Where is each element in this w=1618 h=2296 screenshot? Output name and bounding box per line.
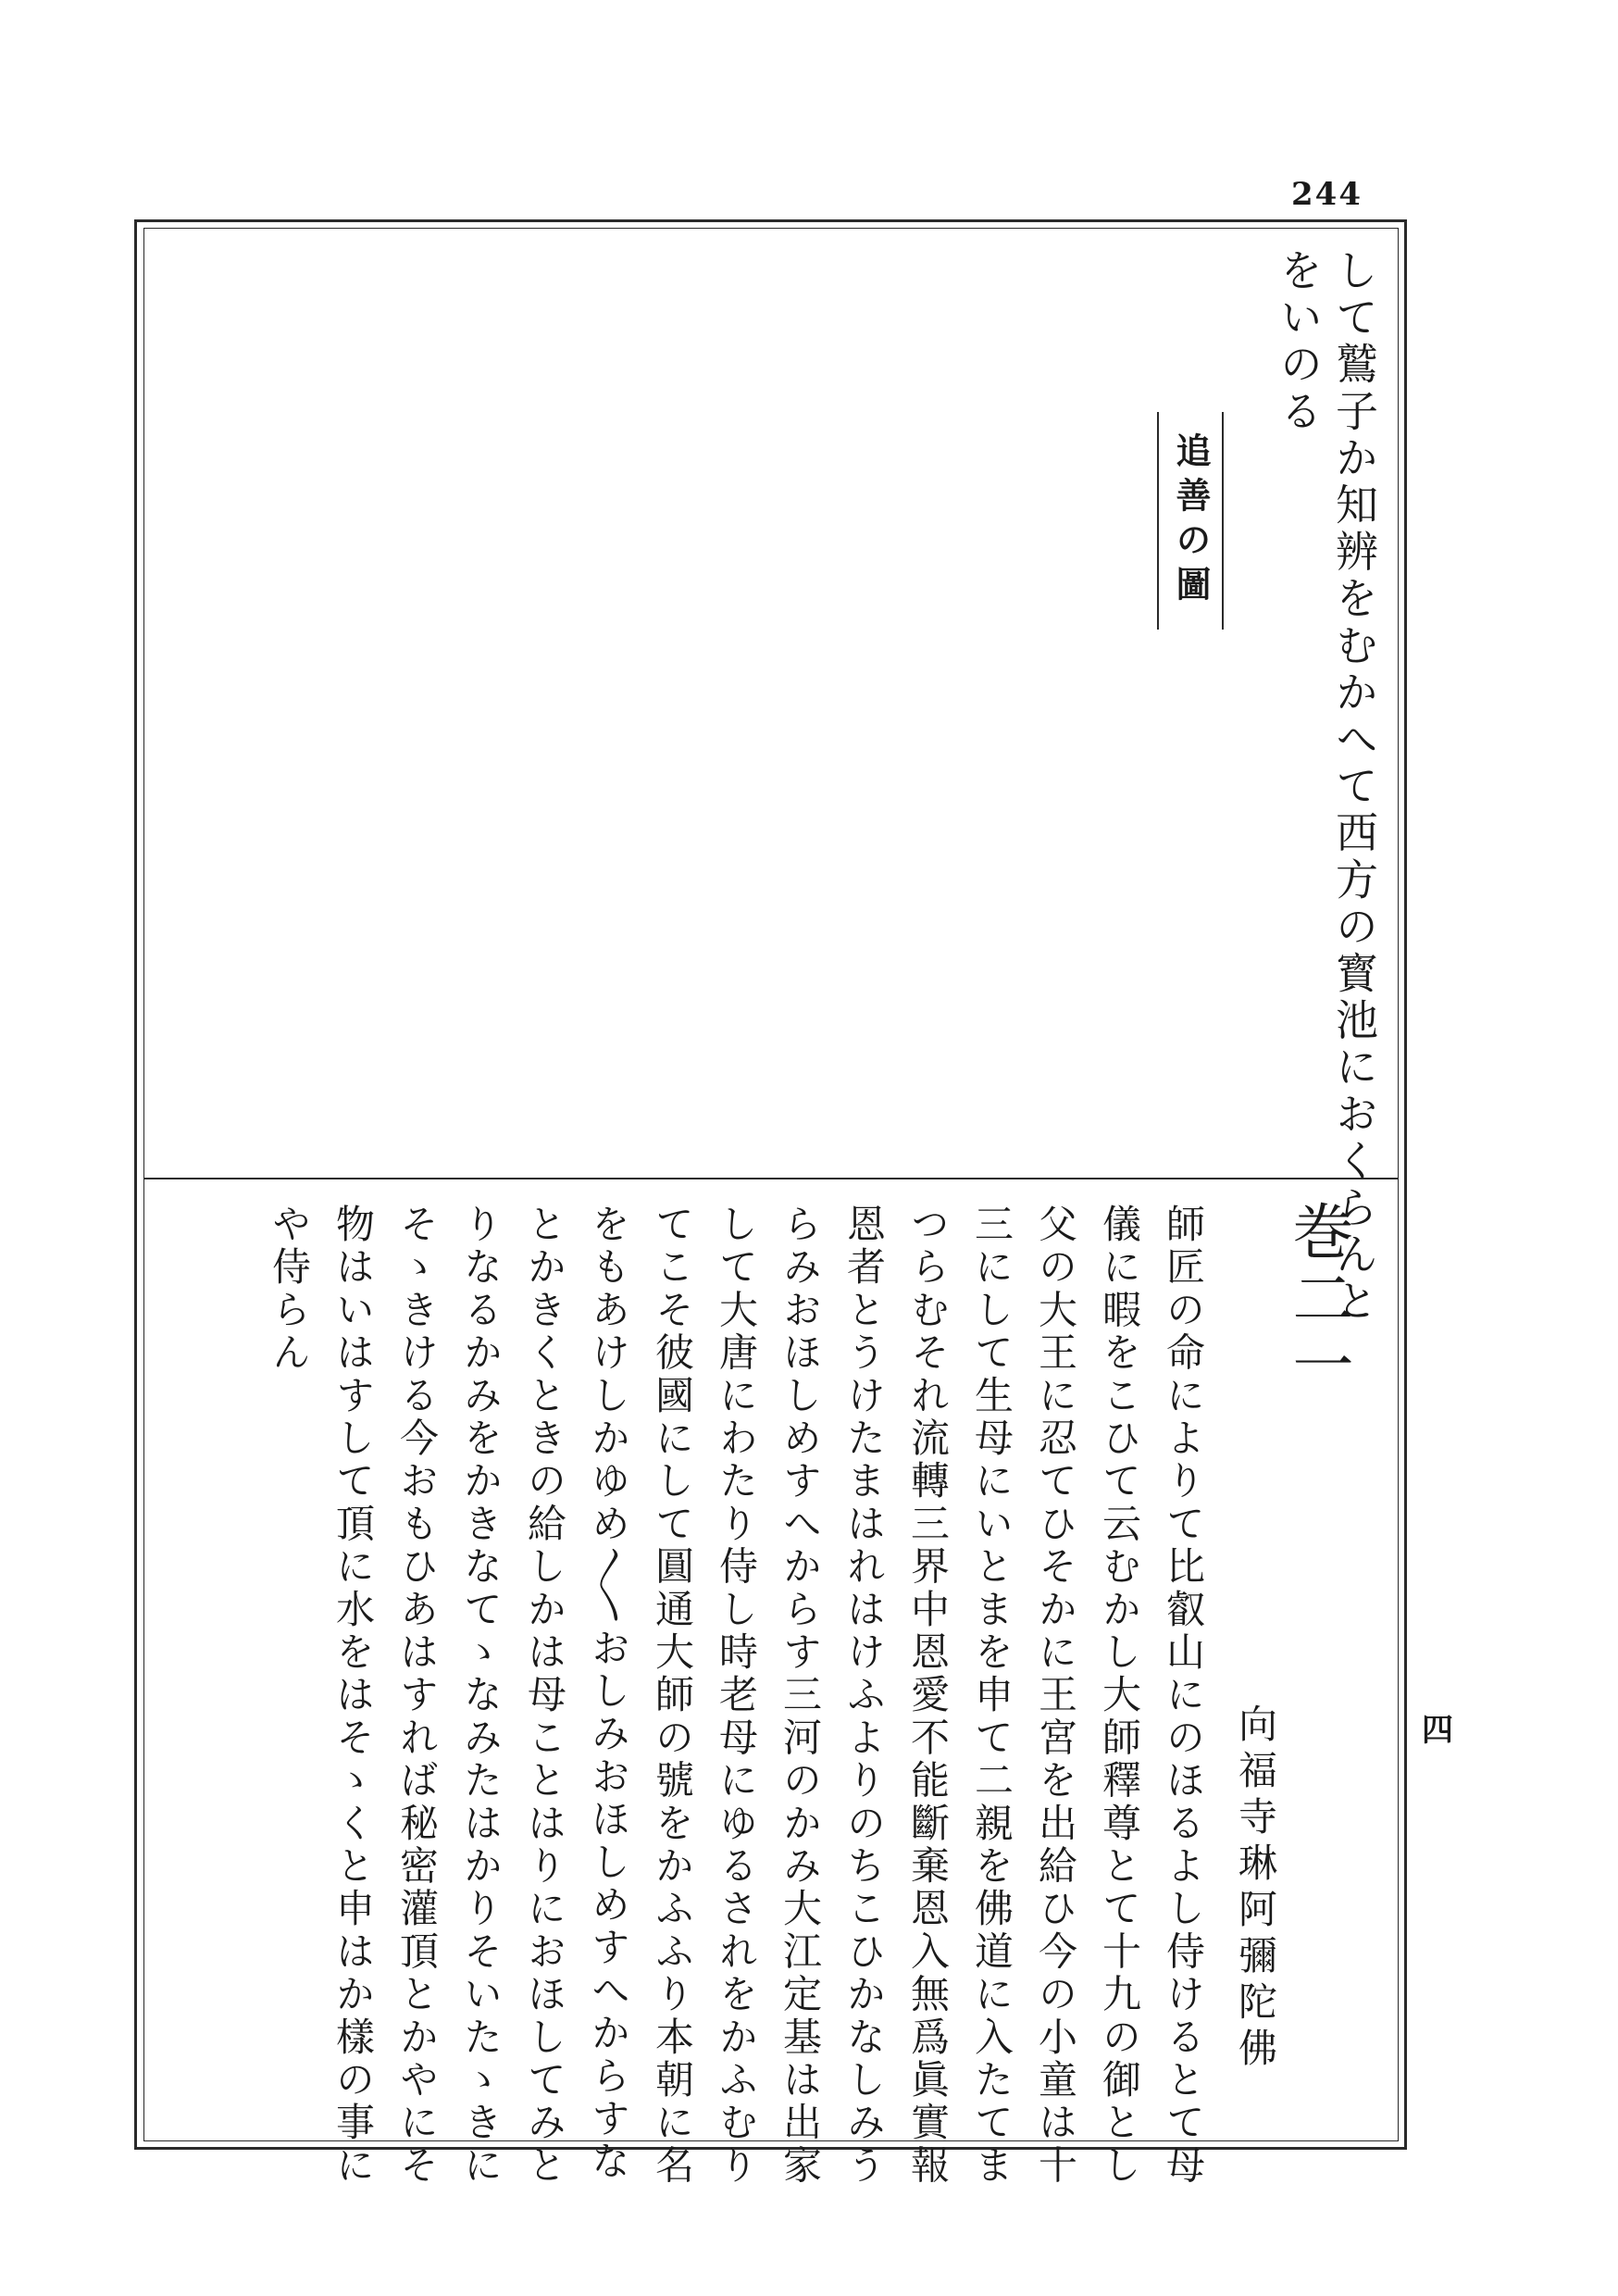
page-number: 244	[1291, 176, 1363, 213]
body-column-12: りなるかみをかきなてゝなみたはかりそいたゝきに	[458, 1204, 504, 2188]
illustration-caption-text: 追善の圖	[1170, 432, 1212, 610]
section-divider	[143, 1178, 1399, 1179]
body-column-6: 恩者とうけたまはれはけふよりのちこひかなしみう	[841, 1204, 887, 2188]
body-column-5: つらむそれ流轉三界中恩愛不能斷棄恩入無爲眞實報	[905, 1204, 951, 2188]
body-column-14: 物はいはすして頂に水をはそゝくと申はか樣の事に	[330, 1204, 376, 2188]
top-text-column-1: して鷲子か知辨をむかへて西方の寳池におくらんと	[1329, 248, 1379, 1326]
body-column-2: 儀に暇をこひて云むかし大師釋尊とて十九の御とし	[1097, 1204, 1142, 2188]
body-column-9: てこそ彼國にして圓通大師の號をかふふり本朝に名	[650, 1204, 695, 2188]
body-column-1: 師匠の命によりて比叡山にのほるよし侍けるとて母	[1161, 1204, 1206, 2188]
top-text-column-2: をいのる	[1274, 248, 1324, 436]
illustration-caption	[1157, 412, 1224, 630]
body-column-8: して大唐にわたり侍し時老母にゆるされをかふむり	[714, 1204, 759, 2188]
body-column-10: をもあけしかゆめ〳〵おしみおほしめすへからすな	[586, 1204, 631, 2184]
body-column-15: や侍らん	[267, 1204, 312, 1375]
body-column-4: 三にして生母にいとまを申て二親を佛道に入たてま	[969, 1204, 1014, 2188]
author-name: 向福寺琳阿彌陀佛	[1233, 1703, 1278, 2074]
folio-mark: 四	[1422, 1712, 1453, 1749]
body-column-13: そゝきける今おもひあはすれば秘密灌頂とかやにそ	[394, 1204, 440, 2188]
body-column-7: らみおほしめすへからす三河のかみ大江定基は出家	[778, 1204, 823, 2188]
body-column-11: とかきくときの給しかは母ことはりにおほしてみと	[522, 1204, 567, 2188]
chapter-heading: 巻二一	[1282, 1200, 1353, 1400]
body-column-3: 父の大王に忍てひそかに王宮を出給ひ今の小童は十	[1033, 1204, 1078, 2188]
